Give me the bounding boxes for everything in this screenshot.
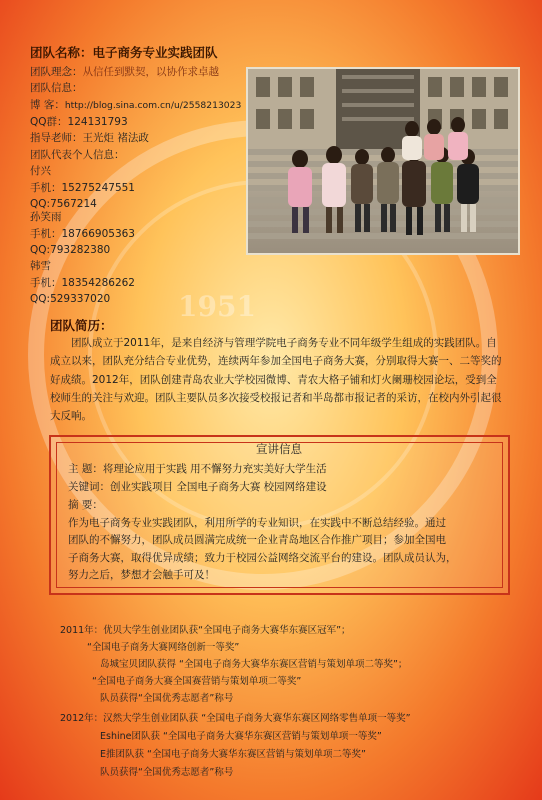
team-name: 团队名称：电子商务专业实践团队 xyxy=(30,45,218,60)
achievement-item: 2012年：汉然大学生创业团队获 “全国电子商务大赛华东赛区网络零售单项一等奖” xyxy=(60,713,411,724)
achievement-item: 队员获得“全国优秀志愿者”称号 xyxy=(100,767,234,778)
team-idea-value: 从信任到默契，以协作求卓越 xyxy=(82,66,219,78)
rep-3-name: 韩雪 xyxy=(30,260,51,272)
rep-1-name: 付兴 xyxy=(30,165,51,177)
team-idea-label: 团队理念： xyxy=(30,66,83,78)
team-info-label: 团队信息： xyxy=(30,82,83,94)
intro-body: 团队成立于2011年，是来自经济与管理学院电子商务专业不同年级学生组成的实践团队。自成立以来，团队充分结合专业优势，连续两年参加全国电子商务大赛，分别取得大赛一、二等奖的好成绩。2012年，团队创建青岛农业大学校园微博、青农大格子铺和灯火阑珊校园论坛，受到全校师生的关注与欢迎。团队主要队员多次接受校报记者和半岛都市报记者的采访，在校内外引起很大反响。 xyxy=(50,337,502,423)
team-idea xyxy=(30,64,219,81)
rep-3-qq: QQ:529337020 xyxy=(30,293,111,305)
panel-title: 宣讲信息 xyxy=(256,442,302,456)
intro-title: 团队简历： xyxy=(50,318,113,333)
panel-theme: 主 题：将理论应用于实践 用不懈努力充实美好大学生活 xyxy=(68,463,327,475)
team-blog xyxy=(30,97,241,115)
achievement-item: “全国电子商务大赛网络创新一等奖” xyxy=(87,642,240,653)
achievement-item: 岛城宝贝团队获得 “全国电子商务大赛华东赛区营销与策划单项二等奖”； xyxy=(100,659,408,670)
panel-abstract-line: 努力之后，梦想才会触手可及！ xyxy=(68,569,215,581)
panel-keywords: 关键词：创业实践项目 全国电子商务大赛 校园网络建设 xyxy=(68,481,327,493)
rep-2-name: 孙笑雨 xyxy=(30,211,62,223)
advisors: 指导老师：王光炬 褚法政 xyxy=(30,132,149,144)
rep-1-qq: QQ:7567214 xyxy=(30,198,97,210)
qq-group: QQ群：124131793 xyxy=(30,116,128,128)
rep-1-phone: 手机：15275247551 xyxy=(30,182,135,194)
rep-label: 团队代表个人信息： xyxy=(30,149,125,161)
blog-label: 博 客： xyxy=(30,99,65,111)
blog-url[interactable]: http://blog.sina.com.cn/u/2558213023 xyxy=(64,100,242,111)
panel-abstract-line: 作为电子商务专业实践团队，利用所学的专业知识，在实践中不断总结经验。通过 xyxy=(68,517,446,529)
panel-abstract-line: 团队的不懈努力，团队成员圆满完成统一企业青岛地区合作推广项目；参加全国电 xyxy=(68,534,446,546)
achievement-item: 队员获得“全国优秀志愿者”称号 xyxy=(100,693,234,704)
achievement-item: “全国电子商务大赛全国赛营销与策划单项二等奖” xyxy=(92,676,302,687)
achievement-item: 2011年：优贝大学生创业团队获“全国电子商务大赛华东赛区冠军”； xyxy=(60,625,351,636)
rep-2-phone: 手机：18766905363 xyxy=(30,228,135,240)
team-photo-illustration xyxy=(248,69,518,253)
rep-3-phone: 手机：18354286262 xyxy=(30,277,135,289)
team-photo xyxy=(246,67,520,255)
panel-abstract-line: 子商务大赛，取得优异成绩；致力于校园公益网络交流平台的建设。团队成员认为， xyxy=(68,552,457,564)
achievement-item: E推团队获 “全国电子商务大赛华东赛区营销与策划单项二等奖” xyxy=(100,749,366,760)
panel-abstract-label: 摘 要： xyxy=(68,499,103,511)
achievement-item: Eshine团队获 “全国电子商务大赛华东赛区营销与策划单项一等奖” xyxy=(100,731,382,742)
seal-year-text: 1951 xyxy=(178,290,256,323)
rep-2-qq: QQ:793282380 xyxy=(30,244,111,256)
